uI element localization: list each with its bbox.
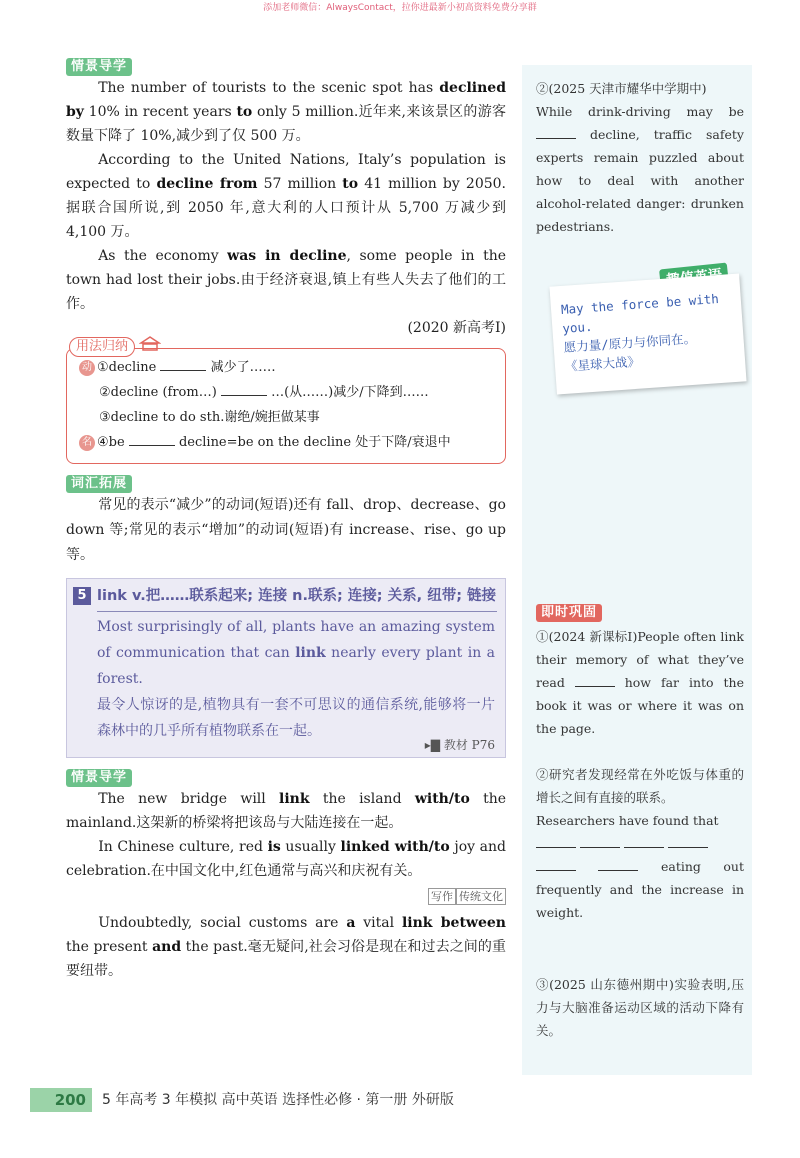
blank-line (536, 858, 576, 871)
writing-pill: 写作 (428, 888, 456, 905)
divider (97, 611, 497, 612)
culture-pill: 传统文化 (456, 888, 506, 905)
side-question: ②(2025 天津市耀华中学期中) While drink-driving may be decline, traffic safety experts remain puzzled about how to deal with another alcohol-related danger: drunken pedestrians. (536, 81, 744, 234)
sticker-quote: May the force be with you. (560, 290, 720, 336)
blank-line (129, 433, 175, 446)
entry-number: 5 (73, 587, 91, 605)
book-icon: ▸▇ (424, 738, 440, 752)
blank-line (668, 835, 708, 848)
page-footer (0, 1088, 800, 1112)
topic-pills (66, 885, 506, 905)
entry-heading: 5 link v.把……联系起来; 连接 n.联系; 连接; 关系, 纽带; 链接 (67, 579, 505, 609)
section-tag-scenario: 情景导学 (66, 58, 132, 76)
usage-line: 名 ④be decline=be on the decline 处于下降/衰退中 (79, 430, 495, 455)
practice-question: ①(2024 新课标Ⅰ)People often link their memory of what they’ve read how far into the book it was or where it was on the page. (536, 629, 744, 736)
usage-summary-box (66, 339, 506, 464)
entry-example: Most surprisingly of all, plants have an amazing system of communication that can link nearly every plant in a forest. (97, 619, 495, 687)
example-paragraph: Undoubtedly, social customs are a vital link between the present and the past.毫无疑问,社会习俗是现在和过去之间的重要纽带。 (66, 915, 506, 979)
textbook-ref: ▸▇ 教材 P76 (424, 738, 495, 752)
vocab-paragraph: 常见的表示“减少”的动词(短语)还有 fall、drop、decrease、go down 等;常见的表示“增加”的动词(短语)有 increase、rise、go up 等。 (66, 497, 506, 563)
sticker-translation: 愿力量/原力与你同在。 (563, 330, 697, 355)
usage-line: 动 ①decline 减少了…… (79, 355, 495, 380)
example-paragraph: The new bridge will link the island with/to the mainland.这架新的桥梁将把该岛与大陆连接在一起。 (66, 791, 507, 831)
usage-label: 用法归纳 (69, 337, 135, 357)
word-entry-link (66, 578, 506, 758)
entry-example-translation: 最令人惊讶的是,植物具有一套不可思议的通信系统,能够将一片森林中的几乎所有植物联系在一起。 (97, 697, 495, 739)
page-number: 200 (30, 1088, 92, 1112)
section-tag-scenario: 情景导学 (66, 769, 132, 787)
verb-badge: 动 (79, 360, 95, 376)
blank-line (536, 126, 576, 139)
example-paragraph: The number of tourists to the scenic spot has declined by 10% in recent years to only 5 million.近年来,来该景区的游客数量下降了 10%,减少到了仅 500 万。 (66, 80, 506, 144)
hat-icon (139, 335, 161, 353)
blank-line (160, 358, 206, 371)
practice-question: ③(2025 山东德州期中)实验表明,压力与大脑准备运动区域的活动下降有关。 (536, 977, 744, 1038)
fun-english-sticker (549, 274, 746, 395)
book-title: 5 年高考 3 年模拟 高中英语 选择性必修 · 第一册 外研版 (102, 1092, 454, 1108)
noun-badge: 名 (79, 435, 95, 451)
side-column (522, 65, 752, 1075)
section-tag-vocab: 词汇拓展 (66, 475, 132, 493)
sticker-source: 《星球大战》 (564, 353, 641, 374)
top-watermark-note: 添加老师微信：AlwaysContact，拉你进最新小初高资料免费分享群 (263, 3, 537, 13)
section-tag-practice: 即时巩固 (536, 604, 602, 622)
blank-line (598, 858, 638, 871)
example-paragraph: As the economy was in decline, some people in the town had lost their jobs.由于经济衰退,镇上有些人失去了他们的工作。 (66, 248, 506, 312)
source-citation: (2020 新高考Ⅰ) (407, 320, 506, 336)
blank-line (575, 674, 615, 687)
blank-line (221, 383, 267, 396)
example-paragraph: In Chinese culture, red is usually linked with/to joy and celebration.在中国文化中,红色通常与高兴和庆祝有关。 (66, 839, 506, 879)
blank-line (624, 835, 664, 848)
usage-line: ③decline to do sth.谢绝/婉拒做某事 (99, 410, 320, 425)
blank-line (536, 835, 576, 848)
practice-question: ②研究者发现经常在外吃饭与体重的增长之间有直接的联系。 Researchers have found that eating out frequently and the increase in weight. (536, 767, 744, 920)
example-paragraph: According to the United Nations, Italy’s population is expected to decline from 57 million to 41 million by 2050. 据联合国所说,到 2050 年,意大利的人口预计从 5,700 万减少到 4,100 万。 (66, 152, 506, 240)
main-column (66, 55, 506, 983)
usage-line: ②decline (from…) …(从……)减少/下降到…… (99, 385, 429, 400)
blank-line (580, 835, 620, 848)
